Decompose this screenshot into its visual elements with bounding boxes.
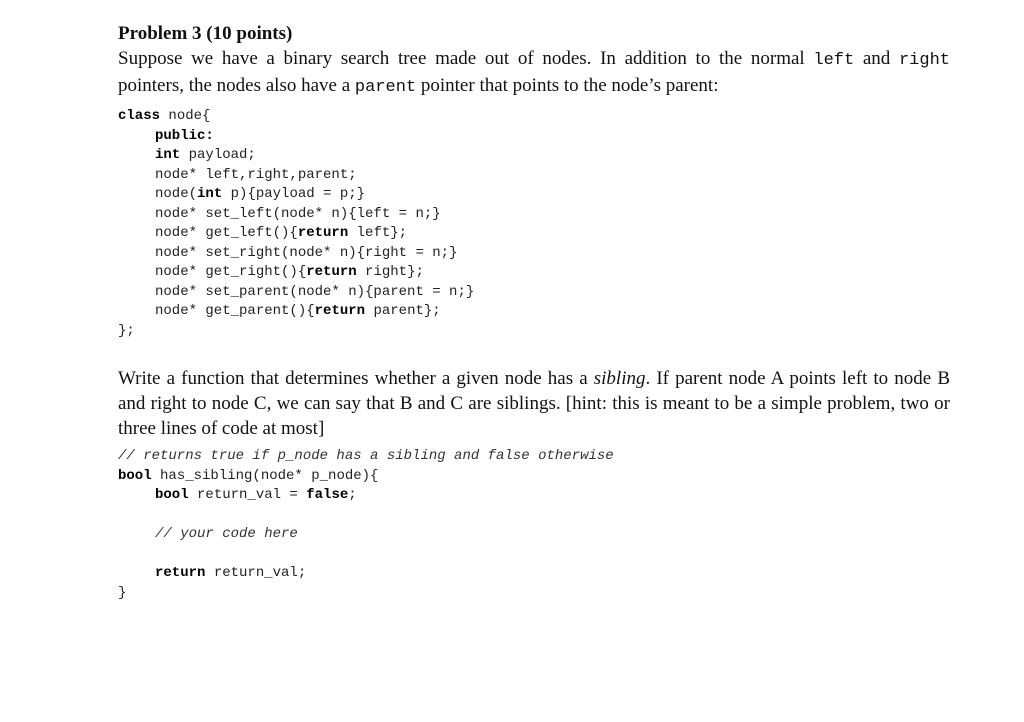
intro-text-4: pointer that points to the node’s parent: xyxy=(416,75,719,96)
code-line xyxy=(118,107,950,127)
code-keyword: int xyxy=(197,186,223,202)
code-line xyxy=(118,486,950,506)
code-text: node( xyxy=(155,186,198,202)
code-line xyxy=(118,447,950,467)
code-text: node* set_right(node* n){right = n;} xyxy=(155,244,458,261)
code-text: right}; xyxy=(356,264,424,280)
code-keyword: class xyxy=(118,108,161,124)
problem-heading: Problem 3 (10 points) xyxy=(118,23,293,44)
class-code-block xyxy=(118,107,950,341)
task-text-2: . If parent node A points left to node B and right to node C, we can say that B and C are siblings. [hint: this is meant to be a simple problem, two or three lines of code at most] xyxy=(118,368,950,439)
function-code-block xyxy=(118,447,950,603)
code-text: payload; xyxy=(180,147,256,163)
code-line xyxy=(118,564,950,584)
intro-text-1: Suppose we have a binary search tree made out of nodes. In addition to the normal xyxy=(118,48,814,69)
code-text: node* get_right(){ xyxy=(155,264,307,280)
code-text: node* left,right,parent; xyxy=(155,166,357,183)
task-paragraph xyxy=(118,366,950,441)
code-text: has_sibling(node* p_node){ xyxy=(151,467,379,484)
code-keyword: return xyxy=(155,565,206,581)
code-keyword: false xyxy=(306,487,349,503)
intro-text-2: and xyxy=(854,48,899,69)
code-text: node* get_parent(){ xyxy=(155,303,315,319)
code-text: node* set_parent(node* n){parent = n;} xyxy=(155,283,475,300)
code-line xyxy=(118,467,950,487)
code-text: return_val; xyxy=(205,565,307,581)
code-line xyxy=(118,322,950,342)
code-keyword: return xyxy=(297,225,349,241)
code-text: ; xyxy=(348,487,357,503)
code-line xyxy=(118,146,950,166)
code-keyword: return xyxy=(314,303,366,319)
code-text: p){payload = p;} xyxy=(222,186,366,202)
code-keyword: return xyxy=(306,264,357,280)
code-comment: // returns true if p_node has a sibling and false otherwise xyxy=(118,448,614,464)
code-line xyxy=(118,283,950,303)
code-line xyxy=(118,224,950,244)
intro-text-3: pointers, the nodes also have a xyxy=(118,75,355,96)
code-text: node* get_left(){ xyxy=(155,225,298,241)
task-emphasis: sibling xyxy=(593,368,646,389)
code-line xyxy=(118,584,950,604)
code-keyword: bool xyxy=(155,487,189,503)
code-line xyxy=(118,127,950,147)
code-text: return_val = xyxy=(188,487,307,503)
code-keyword: public: xyxy=(155,127,214,144)
code-keyword: int xyxy=(155,147,181,163)
task-text-1: Write a function that determines whether a given node has a xyxy=(118,368,594,389)
code-left: left xyxy=(813,51,855,70)
code-line xyxy=(118,244,950,264)
code-text: }; xyxy=(118,322,135,339)
code-keyword: bool xyxy=(118,467,152,484)
code-line xyxy=(118,166,950,186)
code-line xyxy=(118,185,950,205)
code-text: parent}; xyxy=(365,303,441,319)
intro-paragraph xyxy=(118,46,950,100)
code-line xyxy=(118,525,950,545)
code-parent: parent xyxy=(354,78,417,97)
code-text: } xyxy=(118,584,127,601)
code-text: node{ xyxy=(160,108,211,124)
code-line xyxy=(118,302,950,322)
code-text: node* set_left(node* n){left = n;} xyxy=(155,205,441,222)
your-code-here-comment: // your code here xyxy=(155,526,298,542)
code-right: right xyxy=(898,51,950,70)
code-line xyxy=(118,263,950,283)
code-line xyxy=(118,205,950,225)
code-text: left}; xyxy=(348,225,408,241)
problem-page xyxy=(118,22,950,603)
